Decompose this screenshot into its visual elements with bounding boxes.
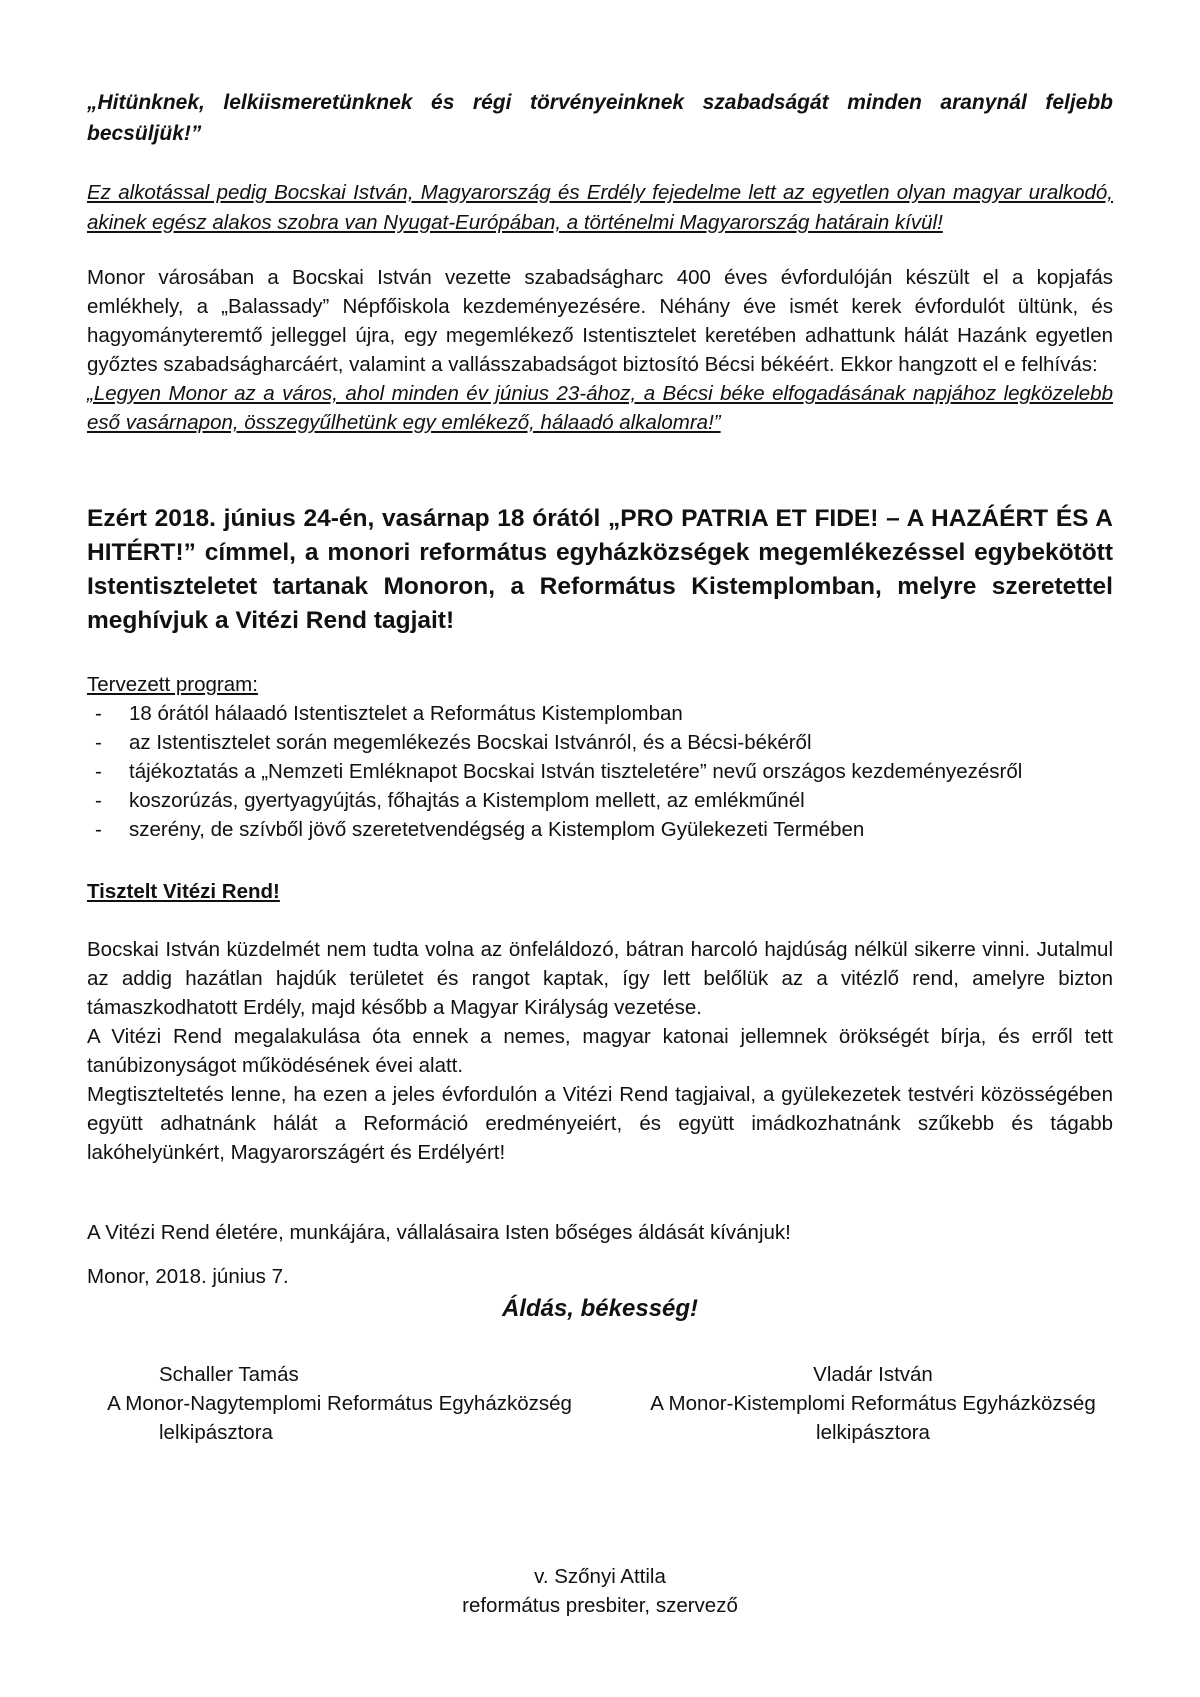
- event-announcement: Ezért 2018. június 24-én, vasárnap 18 órától „PRO PATRIA ET FIDE! – A HAZÁÉRT ÉS A HITÉRT!” címmel, a monori református egyházközségek megemlékezéssel egybekötött Istentiszteletet tartanak Monoron, a Református Kistemplomban, melyre szeretettel meghívjuk a Vitézi Rend tagjait!: [87, 505, 1113, 634]
- body-paragraphs: [87, 935, 1113, 1167]
- body-paragraph: Megtiszteltetés lenne, ha ezen a jeles évfordulón a Vitézi Rend tagjaival, a gyülekezetek testvéri közösségében együtt adhatnánk hálát a Reformáció eredményeiért, és együtt imádkozhatnánk szűkebb és tágabb lakóhelyünkért, Magyarországért és Erdélyért!: [87, 1083, 1113, 1164]
- program-section: [87, 670, 1113, 844]
- program-item: - szerény, de szívből jövő szeretetvendégség a Kistemplom Gyülekezeti Termében: [87, 815, 1113, 844]
- closing-greeting: Áldás, békesség!: [501, 1295, 699, 1322]
- dash-bullet: -: [95, 818, 102, 841]
- signatory-name: Vladár István: [813, 1363, 933, 1386]
- signature-left: [87, 1360, 592, 1447]
- dash-bullet: -: [95, 760, 102, 783]
- dash-bullet: -: [95, 731, 102, 754]
- program-item: - tájékoztatás a „Nemzeti Emléknapot Bocskai István tiszteletére” nevű országos kezdeményezésről: [87, 757, 1113, 786]
- body-paragraph: A Vitézi Rend megalakulása óta ennek a nemes, magyar katonai jellemnek örökségét bírja, és erről tett tanúbizonyságot működésének évei alatt.: [87, 1025, 1113, 1077]
- dash-bullet: -: [95, 702, 102, 725]
- signatory-org: A Monor-Kistemplomi Református Egyházközség: [650, 1392, 1096, 1415]
- organizer-block: [0, 1562, 1200, 1620]
- body-paragraph: Bocskai István küzdelmét nem tudta volna az önfeláldozó, bátran harcoló hajdúság nélkül sikerre vinni. Jutalmul az addig hazátlan hajdúk területet és rangot kaptak, így lett belőlük az a vitézlő rend, amelyre bizton támaszkodhatott Erdély, majd később a Magyar Királyság vezetése.: [87, 938, 1113, 1019]
- salutation: Tisztelt Vitézi Rend!: [87, 880, 280, 903]
- signatory-role: lelkipásztora: [816, 1421, 930, 1444]
- program-item: - az Istentisztelet során megemlékezés Bocskai Istvánról, és a Bécsi-békéről: [87, 728, 1113, 757]
- call-quote: „Legyen Monor az a város, ahol minden év június 23-ához, a Bécsi béke elfogadásának napjához legközelebb eső vasárnapon, összegyűlhetünk egy emlékező, hálaadó alkalomra!”: [87, 382, 1113, 434]
- date-line: Monor, 2018. június 7.: [87, 1265, 289, 1288]
- organizer-name: v. Szőnyi Attila: [534, 1565, 666, 1588]
- program-list: [87, 699, 1113, 844]
- monor-paragraph: Monor városában a Bocskai István vezette szabadságharc 400 éves évfordulóján készült el a kopjafás emlékhely, a „Balassady” Népfőiskola kezdeményezésére. Néhány éve ismét kerek évfordulót ültünk, és hagyományteremtő jelleggel újra, egy megemlékező Istentisztelet keretében adhattunk hálát Hazánk egyetlen győztes szabadságharcáért, valamint a vallásszabadságot biztosító Bécsi békéért. Ekkor hangzott el e felhívás: „Legyen Monor az a város, ahol minden év június 23-ához, a Bécsi béke elfogadásának napjához legközelebb eső vasárnapon, összegyűlhetünk egy emlékező, hálaadó alkalomra!”: [87, 263, 1113, 437]
- blessing-line: A Vitézi Rend életére, munkájára, vállalásaira Isten bőséges áldását kívánjuk!: [87, 1221, 791, 1244]
- organizer-role: református presbiter, szervező: [462, 1594, 738, 1617]
- signatory-role: lelkipásztora: [159, 1421, 273, 1444]
- signature-right: [632, 1360, 1114, 1447]
- signatory-org: A Monor-Nagytemplomi Református Egyházközség: [107, 1392, 572, 1415]
- intro-paragraph: Ez alkotással pedig Bocskai István, Magyarország és Erdély fejedelme lett az egyetlen olyan magyar uralkodó, akinek egész alakos szobra van Nyugat-Európában, a történelmi Magyarország határain kívül!: [87, 181, 1113, 234]
- dash-bullet: -: [95, 789, 102, 812]
- program-title: Tervezett program:: [87, 673, 258, 696]
- program-item: - 18 órától hálaadó Istentisztelet a Református Kistemplomban: [87, 699, 1113, 728]
- opening-quote: „Hitünknek, lelkiismeretünknek és régi törvényeinknek szabadságát minden aranynál feljebb becsüljük!”: [87, 91, 1113, 145]
- program-item: - koszorúzás, gyertyagyújtás, főhajtás a Kistemplom mellett, az emlékműnél: [87, 786, 1113, 815]
- signatory-name: Schaller Tamás: [159, 1363, 299, 1386]
